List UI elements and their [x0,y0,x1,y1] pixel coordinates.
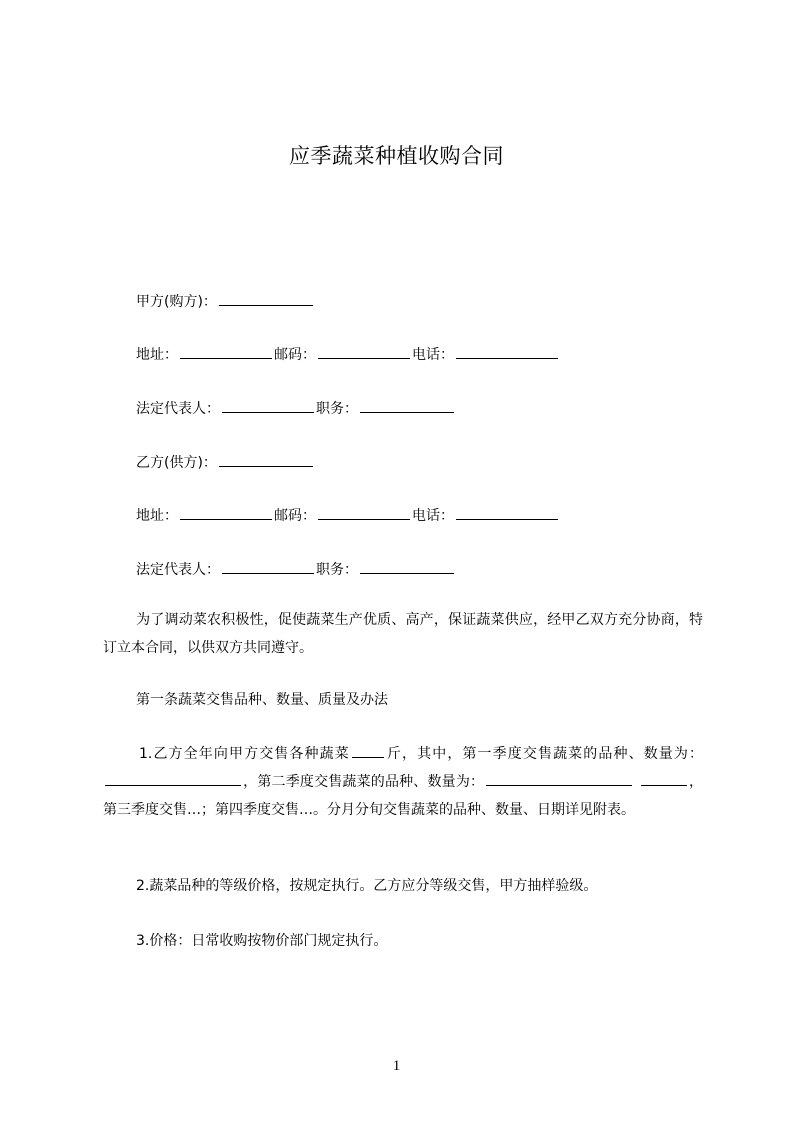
party-b-position-label: 职务： [316,562,358,578]
article-1-heading: 第一条蔬菜交售品种、数量、质量及办法 [136,692,388,708]
party-a-address-blank [180,344,272,359]
party-b-phone-label: 电话： [412,508,454,524]
clause-2-paragraph: 2.蔬菜品种的等级价格，按规定执行。乙方应分等级交售，甲方抽样验级。 [136,878,598,894]
clause-1-q2-blank-a [486,771,632,786]
party-b-address-label: 地址： [136,508,178,524]
party-b-rep-label: 法定代表人： [136,562,220,578]
page-number: 1 [392,1058,401,1074]
party-a-label: 甲方(购方)： [136,294,217,310]
party-b-line [136,452,315,473]
party-b-postcode-blank [318,505,410,520]
party-b-blank [219,452,313,467]
party-b-rep-blank [222,559,314,574]
clause-1-part3: ，第二季度交售蔬菜的品种、数量为： [243,774,485,790]
clause-1-q2-blank-b [641,771,687,786]
preamble-text: 为了调动菜农积极性，促使蔬菜生产优质、高产，保证蔬菜供应，经甲乙双方充分协商，特订立本合同，以供双方共同遵守。 [103,612,703,656]
party-a-postcode-blank [318,344,410,359]
party-a-rep-blank [222,398,314,413]
clause-1-q1-blank [105,771,241,786]
party-b-postcode-label: 邮码： [274,508,316,524]
party-b-position-blank [360,559,454,574]
clause-1-part2: 斤，其中，第一季度交售蔬菜的品种、数量为： [385,746,704,762]
party-a-address-label: 地址： [136,347,178,363]
clause-1-quantity-blank [352,743,384,758]
party-a-rep-line [136,398,456,419]
party-a-position-blank [360,398,454,413]
party-a-line [136,291,315,312]
clause-1-part1: 1.乙方全年向甲方交售各种蔬菜 [139,746,350,762]
clause-1-paragraph [103,740,703,824]
party-a-blank [219,291,313,306]
preamble-paragraph [103,606,703,662]
party-b-address-blank [180,505,272,520]
party-a-contact-line [136,344,560,365]
party-a-rep-label: 法定代表人： [136,401,220,417]
document-title: 应季蔬菜种植收购合同 [289,144,504,168]
party-a-phone-label: 电话： [412,347,454,363]
party-a-postcode-label: 邮码： [274,347,316,363]
party-b-rep-line [136,559,456,580]
party-a-position-label: 职务： [316,401,358,417]
party-b-contact-line [136,505,560,526]
party-a-phone-blank [456,344,558,359]
party-b-label: 乙方(供方)： [136,455,217,471]
clause-3-paragraph: 3.价格：日常收购按物价部门规定执行。 [136,933,388,949]
party-b-phone-blank [456,505,558,520]
clause-1-part4: ，第三季度交售…；第四季度交售…。分月分旬交售蔬菜的品种、数量、日期详见附表。 [103,774,704,818]
